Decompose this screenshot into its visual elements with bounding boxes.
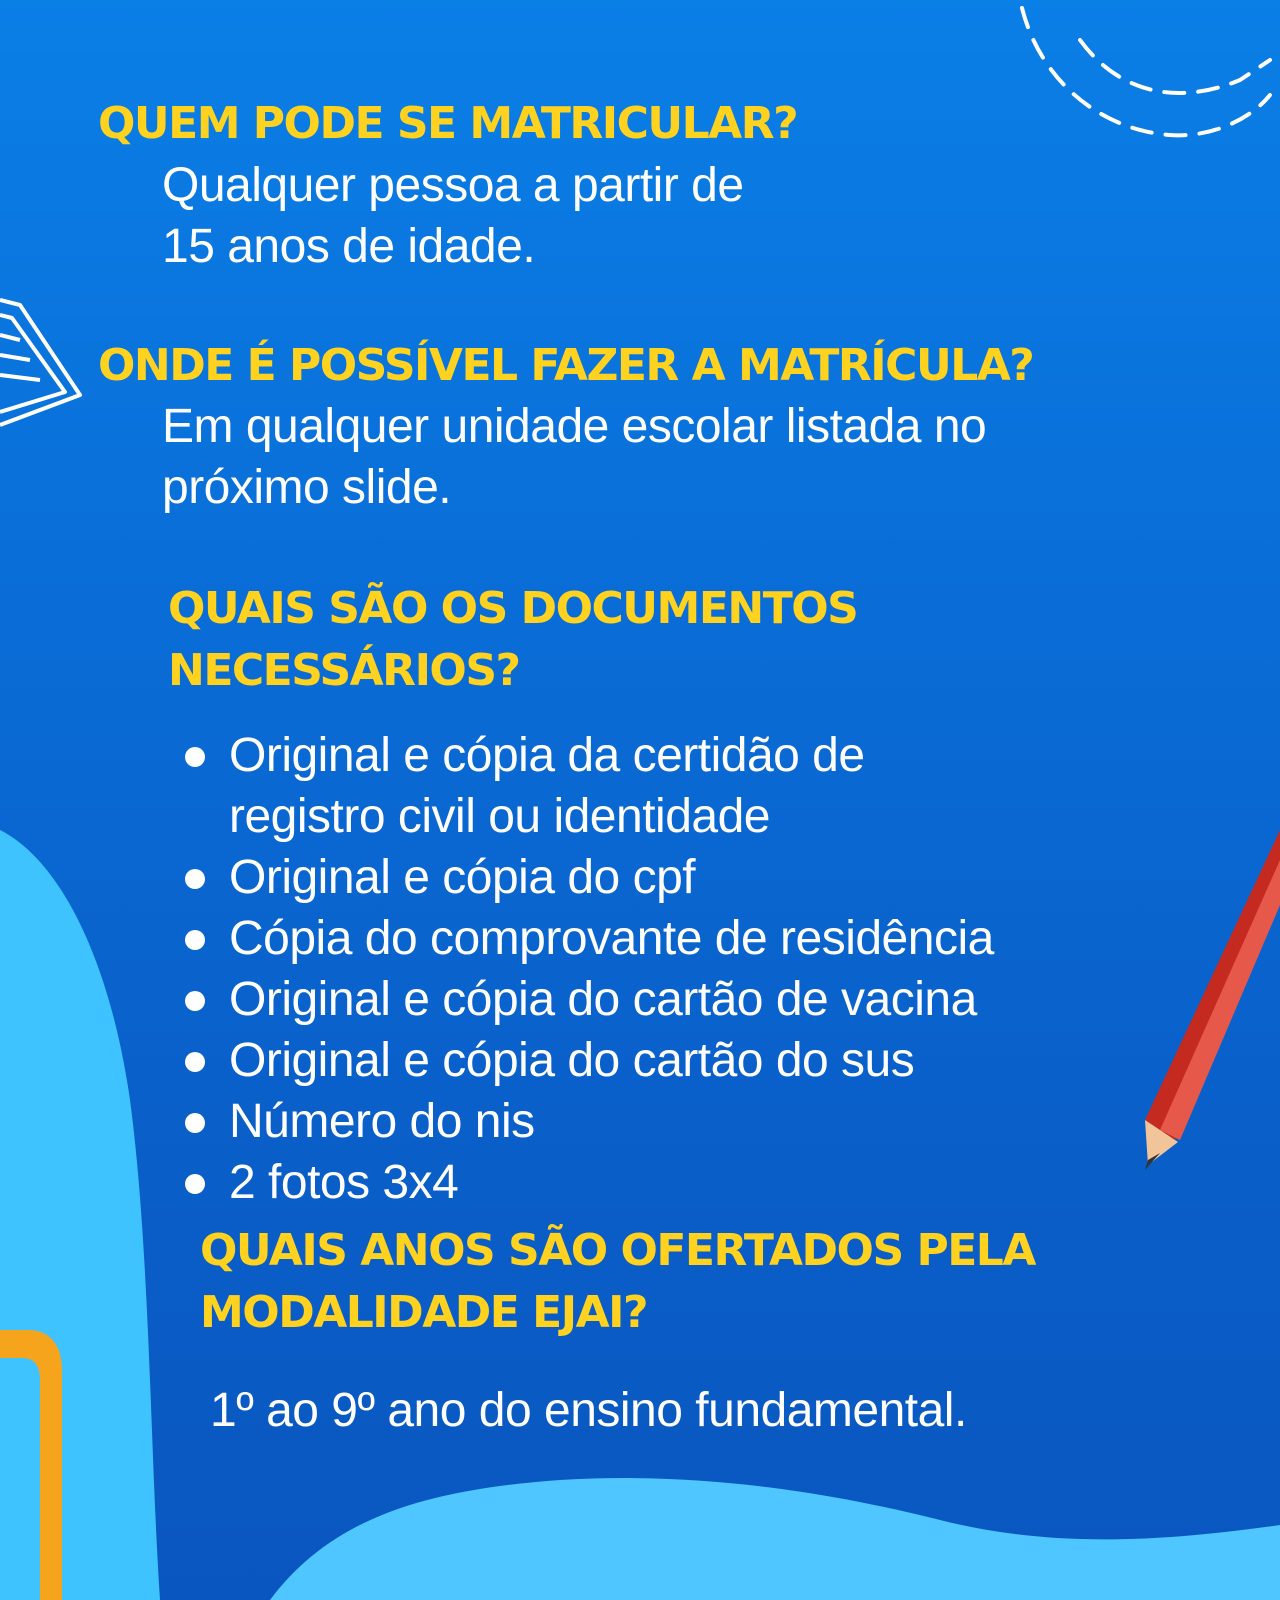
answer-line: Em qualquer unidade escolar listada no <box>162 400 987 453</box>
answer-line: 15 anos de idade. <box>162 220 536 273</box>
list-item-line: Original e cópia do cartão de vacina <box>229 973 977 1026</box>
list-item-line: Cópia do comprovante de residência <box>229 912 994 965</box>
documents-list <box>185 725 994 1213</box>
heading-where-to-enroll: ONDE É POSSÍVEL FAZER A MATRÍCULA? <box>98 340 1034 391</box>
list-item-line: registro civil ou identidade <box>229 790 770 843</box>
list-item-line: Original e cópia do cartão do sus <box>229 1034 915 1087</box>
list-item <box>185 1152 994 1213</box>
list-item <box>185 847 994 908</box>
bottom-light-blue-wave <box>270 1478 1280 1600</box>
bullet-icon <box>185 930 205 950</box>
heading-line: QUAIS SÃO OS DOCUMENTOS <box>168 583 858 634</box>
answer-line: Qualquer pessoa a partir de <box>162 159 744 212</box>
bullet-icon <box>185 1174 205 1194</box>
bullet-icon <box>185 1113 205 1133</box>
answer-where-to-enroll <box>162 396 986 518</box>
heading-who-can-enroll: QUEM PODE SE MATRICULAR? <box>98 98 798 149</box>
bullet-icon <box>185 747 205 767</box>
list-item <box>185 969 994 1030</box>
list-item <box>185 725 994 847</box>
list-item <box>185 1030 994 1091</box>
bullet-icon <box>185 1052 205 1072</box>
notebook-sketch-icon <box>0 300 80 425</box>
list-item-line: Original e cópia do cpf <box>229 851 696 904</box>
answer-line: 1º ao 9º ano do ensino fundamental. <box>210 1384 967 1437</box>
left-light-blue-shape <box>0 830 160 1600</box>
list-item <box>185 908 994 969</box>
heading-years-offered <box>200 1220 1035 1344</box>
list-item-line: 2 fotos 3x4 <box>229 1156 459 1209</box>
pencil-icon <box>1145 830 1280 1170</box>
list-item <box>185 1091 994 1152</box>
heading-line: NECESSÁRIOS? <box>168 645 520 696</box>
list-item-line: Original e cópia da certidão de <box>229 729 865 782</box>
heading-line: MODALIDADE EJAI? <box>200 1287 648 1338</box>
answer-line: próximo slide. <box>162 461 452 514</box>
dashed-arc-decoration <box>1022 8 1270 135</box>
bullet-icon <box>185 991 205 1011</box>
heading-required-documents <box>168 578 857 702</box>
heading-line: QUAIS ANOS SÃO OFERTADOS PELA <box>200 1225 1035 1276</box>
answer-years-offered <box>210 1380 967 1441</box>
bullet-icon <box>185 869 205 889</box>
answer-who-can-enroll <box>162 155 744 277</box>
list-item-line: Número do nis <box>229 1095 535 1148</box>
